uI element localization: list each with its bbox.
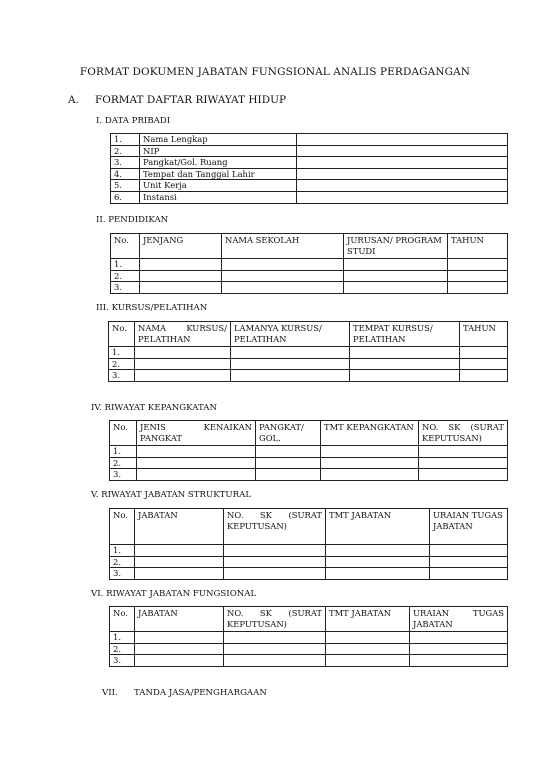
empty-cell [231,358,350,370]
table-row [110,643,508,655]
pendidikan-table [110,233,508,294]
row-number: 3. [111,282,140,294]
row-number: 4. [111,168,140,180]
column-header: PANGKAT/ GOL. [256,421,321,446]
empty-cell [430,568,508,580]
empty-cell [140,282,222,294]
field-label: Instansi [140,191,297,203]
empty-cell [410,643,508,655]
table-row [111,157,508,169]
column-header: NAMA SEKOLAH [222,234,344,259]
table-row [110,545,508,557]
section-title: FORMAT DAFTAR RIWAYAT HIDUP [95,94,287,106]
empty-cell [350,370,460,382]
field-value [297,134,508,146]
column-header: TEMPAT KURSUS/ PELATIHAN [350,322,460,347]
empty-cell [321,469,419,481]
empty-cell [326,643,410,655]
empty-cell [222,270,344,282]
empty-cell [410,632,508,644]
column-header: No. [111,234,140,259]
struktural-table [109,508,508,580]
table-row [109,358,508,370]
heading-kursus: III. KURSUS/PELATIHAN [96,303,208,313]
table-row [110,457,508,469]
column-header: NO. SK (SURAT KEPUTUSAN) [224,607,326,632]
heading-kepangkatan: IV. RIWAYAT KEPANGKATAN [91,403,217,413]
empty-cell [448,282,508,294]
column-header: TMT JABATAN [326,607,410,632]
empty-cell [256,457,321,469]
column-header: TAHUN [448,234,508,259]
field-value [297,157,508,169]
field-value [297,145,508,157]
empty-cell [224,545,326,557]
empty-cell [321,457,419,469]
row-number: 1. [110,632,135,644]
heading-struktural: V. RIWAYAT JABATAN STRUKTURAL [91,490,252,500]
empty-cell [410,655,508,667]
table-row [110,568,508,580]
table-row [111,270,508,282]
column-header: TMT KEPANGKATAN [321,421,419,446]
empty-cell [224,643,326,655]
empty-cell [430,556,508,568]
empty-cell [135,545,224,557]
heading-tanda-jasa-number: VII. [102,688,118,698]
empty-cell [350,358,460,370]
row-number: 1. [111,134,140,146]
empty-cell [135,370,231,382]
column-header: No. [109,322,135,347]
column-header: JENJANG [140,234,222,259]
empty-cell [419,457,508,469]
field-label: Tempat dan Tanggal Lahir [140,168,297,180]
table-row [110,632,508,644]
empty-cell [460,370,508,382]
empty-cell [135,347,231,359]
empty-cell [326,545,430,557]
kursus-table [108,321,508,382]
column-header: URAIAN TUGAS JABATAN [410,607,508,632]
empty-cell [256,446,321,458]
empty-cell [135,632,224,644]
table-row [111,191,508,203]
empty-cell [231,347,350,359]
empty-cell [135,358,231,370]
table-row [110,655,508,667]
field-value [297,168,508,180]
row-number: 6. [111,191,140,203]
table-row [111,134,508,146]
fungsional-table [109,606,508,667]
empty-cell [326,632,410,644]
table-row [111,259,508,271]
empty-cell [460,347,508,359]
table-row [110,469,508,481]
empty-cell [137,469,256,481]
row-number: 1. [111,259,140,271]
empty-cell [222,259,344,271]
column-header: NO. SK (SURAT KEPUTUSAN) [419,421,508,446]
table-header-row [110,421,508,446]
column-header: JABATAN [135,607,224,632]
empty-cell [135,643,224,655]
row-number: 2. [110,556,135,568]
heading-pendidikan: II. PENDIDIKAN [96,215,169,225]
field-label: NIP [140,145,297,157]
table-header-row [110,509,508,545]
kepangkatan-table [109,420,508,481]
row-number: 2. [111,145,140,157]
row-number: 1. [110,446,137,458]
table-row [109,347,508,359]
empty-cell [344,259,448,271]
empty-cell [135,556,224,568]
field-value [297,191,508,203]
empty-cell [344,270,448,282]
row-number: 2. [109,358,135,370]
empty-cell [321,446,419,458]
empty-cell [419,446,508,458]
row-number: 5. [111,180,140,192]
table-header-row [109,322,508,347]
document-title: FORMAT DOKUMEN JABATAN FUNGSIONAL ANALIS PERDAGANGAN [79,66,471,78]
row-number: 2. [110,457,137,469]
data-pribadi-table [110,133,508,204]
row-number: 1. [110,545,135,557]
table-header-row [110,607,508,632]
column-header: No. [110,607,135,632]
table-row [110,556,508,568]
row-number: 1. [109,347,135,359]
row-number: 2. [111,270,140,282]
empty-cell [224,556,326,568]
table-row [111,145,508,157]
empty-cell [140,259,222,271]
table-row [109,370,508,382]
row-number: 3. [110,568,135,580]
empty-cell [256,469,321,481]
column-header: No. [110,421,137,446]
empty-cell [137,446,256,458]
row-number: 3. [110,655,135,667]
row-number: 3. [109,370,135,382]
empty-cell [419,469,508,481]
column-header: TAHUN [460,322,508,347]
empty-cell [326,568,430,580]
column-header: TMT JABATAN [326,509,430,545]
row-number: 3. [111,157,140,169]
column-header: LAMANYA KURSUS/ PELATIHAN [231,322,350,347]
row-number: 2. [110,643,135,655]
table-row [111,168,508,180]
empty-cell [430,545,508,557]
table-row [111,282,508,294]
column-header: URAIAN TUGAS JABATAN [430,509,508,545]
heading-tanda-jasa: TANDA JASA/PENGHARGAAN [134,688,267,698]
table-row [111,180,508,192]
table-row [110,446,508,458]
heading-fungsional: VI. RIWAYAT JABATAN FUNGSIONAL [91,589,257,599]
empty-cell [448,259,508,271]
table-header-row [111,234,508,259]
column-header: NAMA KURSUS/ PELATIHAN [135,322,231,347]
row-number: 3. [110,469,137,481]
empty-cell [137,457,256,469]
empty-cell [222,282,344,294]
empty-cell [344,282,448,294]
empty-cell [140,270,222,282]
empty-cell [448,270,508,282]
empty-cell [350,347,460,359]
empty-cell [224,655,326,667]
field-label: Unit Kerja [140,180,297,192]
empty-cell [224,632,326,644]
empty-cell [460,358,508,370]
empty-cell [326,655,410,667]
empty-cell [231,370,350,382]
field-label: Nama Lengkap [140,134,297,146]
column-header: JENIS KENAIKAN PANGKAT [137,421,256,446]
field-label: Pangkat/Gol. Ruang [140,157,297,169]
field-value [297,180,508,192]
column-header: JABATAN [135,509,224,545]
empty-cell [224,568,326,580]
empty-cell [135,568,224,580]
empty-cell [135,655,224,667]
column-header: No. [110,509,135,545]
section-letter: A. [68,94,79,106]
heading-data-pribadi: I. DATA PRIBADI [96,116,171,126]
empty-cell [326,556,430,568]
column-header: NO. SK (SURAT KEPUTUSAN) [224,509,326,545]
column-header: JURUSAN/ PROGRAM STUDI [344,234,448,259]
